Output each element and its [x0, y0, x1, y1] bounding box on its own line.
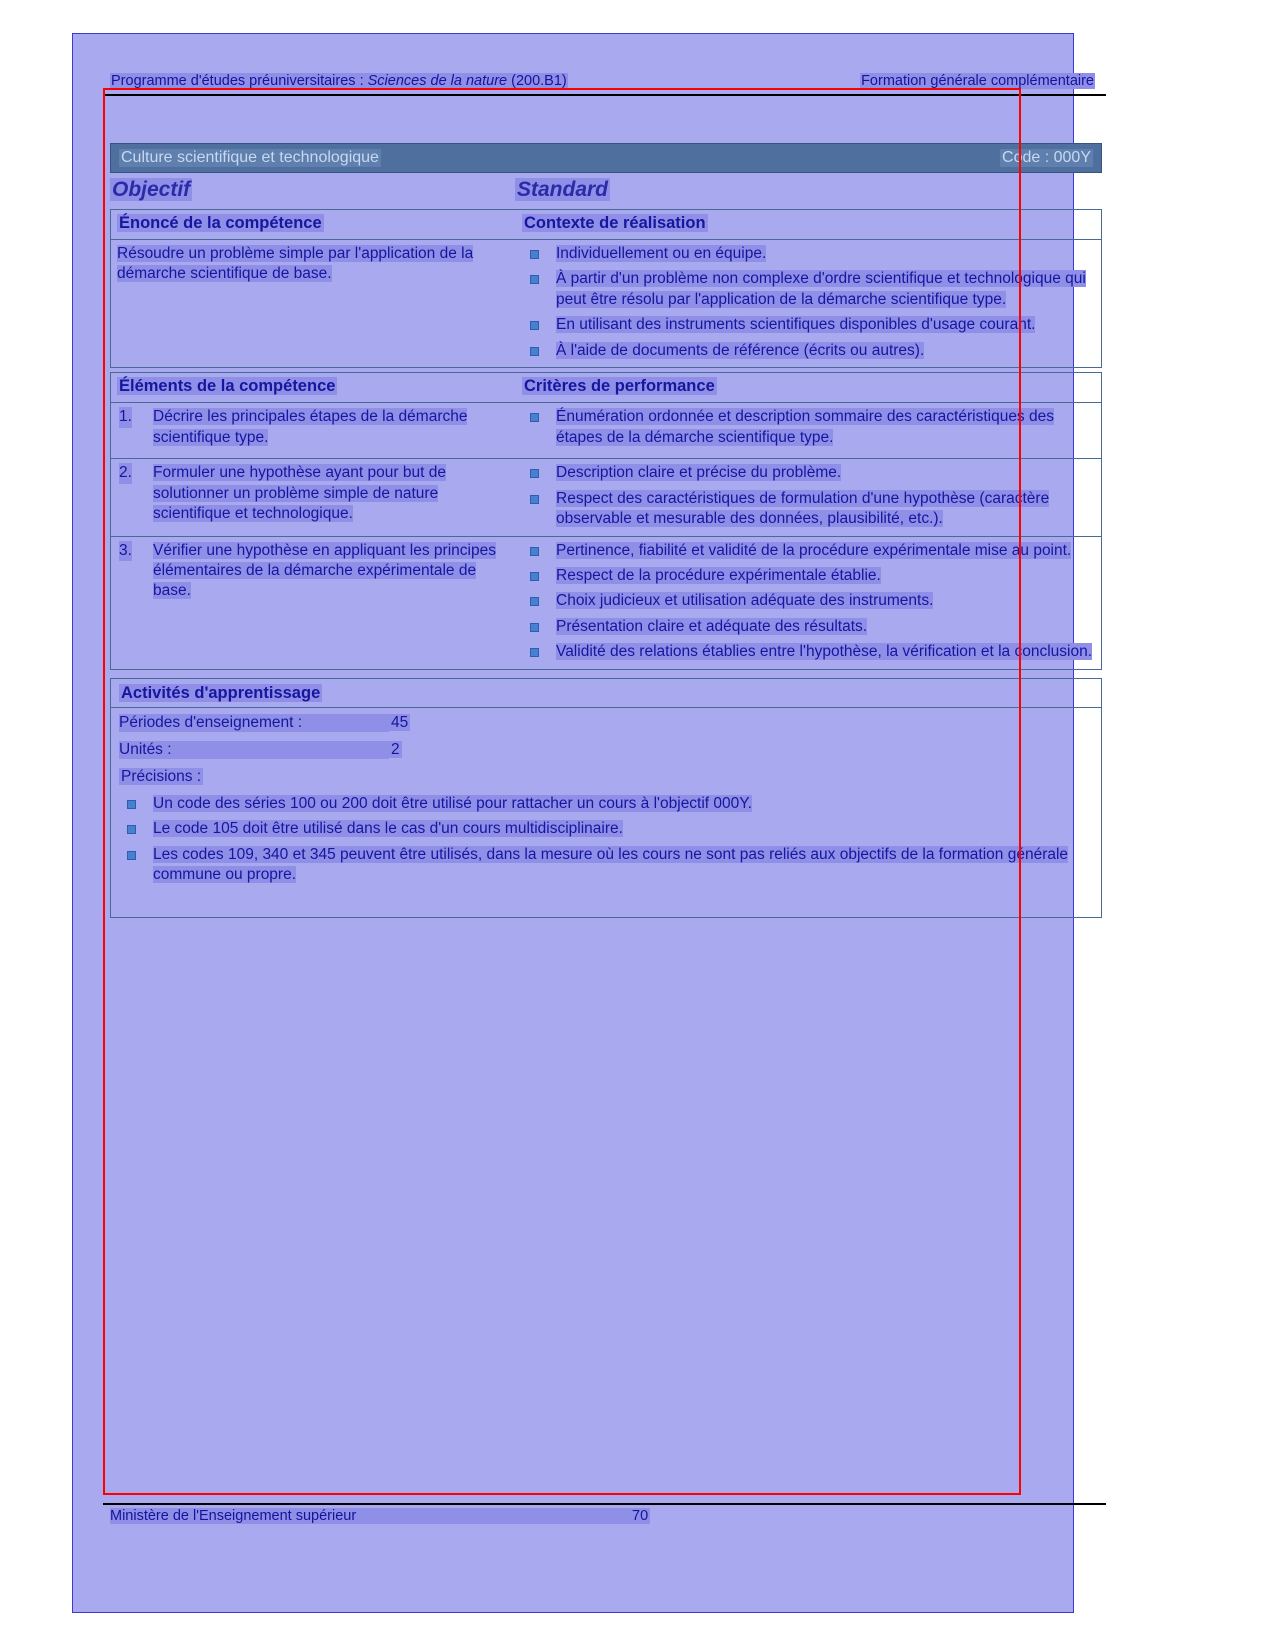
header-left-prefix: Programme d'études préuniversitaires :	[111, 73, 368, 89]
list-item: Description claire et précise du problème.	[522, 463, 1095, 483]
criteres-list	[522, 541, 1095, 663]
criteres-header-cell	[516, 373, 1101, 402]
contexte-list	[522, 244, 1095, 361]
standard-heading	[515, 178, 610, 202]
standard-heading-text: Standard	[517, 178, 609, 201]
criteres-header: Critères de performance	[524, 377, 715, 396]
list-item: Présentation claire et adéquate des résultats.	[522, 617, 1095, 637]
unites-label: Unités :	[119, 741, 389, 759]
bullet-icon	[530, 623, 539, 632]
page-number: 70	[632, 1508, 649, 1524]
footer-ministry: Ministère de l'Enseignement supérieur	[110, 1508, 630, 1524]
list-item: Validité des relations établies entre l'hypothèse, la vérification et la conclusion.	[522, 642, 1095, 662]
list-item: Choix judicieux et utilisation adéquate des instruments.	[522, 591, 1095, 611]
enonce-header: Énoncé de la compétence	[119, 214, 322, 232]
column-headings	[110, 175, 1102, 205]
objectif-heading-text: Objectif	[112, 178, 191, 201]
bullet-icon	[530, 547, 539, 556]
bullet-icon	[530, 648, 539, 657]
activites-header: Activités d'apprentissage	[111, 679, 1101, 708]
header-rule	[103, 94, 1106, 96]
list-item: Un code des séries 100 ou 200 doit être utilisé pour rattacher un cours à l'objectif 000Y.	[119, 794, 1093, 814]
activites-body	[111, 708, 1101, 894]
list-item: Respect des caractéristiques de formulation d'une hypothèse (caractère observable et mesurable des données, plausibilité, etc.).	[522, 489, 1095, 530]
header-left-italic: Sciences de la nature	[367, 73, 508, 89]
list-item: À l'aide de documents de référence (écrits ou autres).	[522, 341, 1095, 361]
list-item: 2. Formuler une hypothèse ayant pour but de solutionner un problème simple de nature scientifique et technologique.	[119, 464, 446, 523]
competence-content-row	[111, 240, 1101, 367]
list-item: Les codes 109, 340 et 345 peuvent être utilisés, dans la mesure où les cours ne sont pas reliés aux objectifs de la formation générale commune ou propre.	[119, 845, 1093, 886]
periodes-value: 45	[391, 713, 409, 731]
table-row	[111, 403, 1101, 459]
periodes-row	[119, 714, 1093, 732]
bullet-icon	[127, 851, 136, 860]
list-item: Le code 105 doit être utilisé dans le cas d'un cours multidisciplinaire.	[119, 819, 1093, 839]
contexte-header: Contexte de réalisation	[524, 214, 706, 232]
competency-title: Culture scientifique et technologique	[121, 149, 379, 166]
table-row	[111, 459, 1101, 536]
bullet-icon	[530, 347, 539, 356]
competence-block	[110, 209, 1102, 368]
bullet-icon	[530, 495, 539, 504]
element-cell	[111, 459, 516, 535]
precisions-list	[119, 794, 1093, 886]
bullet-icon	[530, 469, 539, 478]
list-item: Respect de la procédure expérimentale établie.	[522, 566, 1095, 586]
page-header	[110, 73, 1095, 89]
enonce-text: Résoudre un problème simple par l'application de la démarche scientifique de base.	[117, 245, 474, 283]
element-numbered-item	[117, 463, 510, 524]
criteres-cell	[516, 537, 1101, 669]
element-numbered-item	[117, 541, 510, 602]
list-item: Individuellement ou en équipe.	[522, 244, 1095, 264]
list-item: 3. Vérifier une hypothèse en appliquant les principes élémentaires de la démarche expérimentale de base.	[119, 541, 496, 600]
competency-code: Code : 000Y	[1002, 149, 1091, 166]
list-item: À partir d'un problème non complexe d'ordre scientifique et technologique qui peut être résolu par l'application de la démarche scientifique type.	[522, 269, 1095, 310]
header-left	[110, 73, 568, 89]
header-right: Formation générale complémentaire	[861, 73, 1094, 89]
bullet-icon	[127, 825, 136, 834]
list-item: Énumération ordonnée et description sommaire des caractéristiques des étapes de la démarche scientifique type.	[522, 407, 1095, 448]
activites-block	[110, 678, 1102, 918]
bullet-icon	[530, 275, 539, 284]
table-row	[111, 537, 1101, 669]
bullet-icon	[530, 413, 539, 422]
enonce-header-cell	[111, 210, 516, 239]
bullet-icon	[127, 800, 136, 809]
competency-title-bar	[110, 143, 1102, 173]
page-footer	[110, 1508, 1095, 1524]
enonce-text-cell	[111, 240, 516, 367]
bullet-icon	[530, 321, 539, 330]
criteres-cell	[516, 403, 1101, 458]
objectif-heading	[110, 178, 515, 202]
list-item: 1. Décrire les principales étapes de la démarche scientifique type.	[119, 408, 468, 446]
footer-rule	[103, 1503, 1106, 1505]
criteres-cell	[516, 459, 1101, 535]
precisions-label: Précisions :	[121, 767, 202, 785]
list-item: Pertinence, fiabilité et validité de la procédure expérimentale mise au point.	[522, 541, 1095, 561]
elements-block	[110, 372, 1102, 670]
unites-row	[119, 741, 1093, 759]
list-item: En utilisant des instruments scientifiques disponibles d'usage courant.	[522, 315, 1095, 335]
criteres-list	[522, 463, 1095, 529]
element-numbered-item	[117, 407, 510, 448]
element-cell	[111, 537, 516, 669]
periodes-label: Périodes d'enseignement :	[119, 714, 389, 732]
element-cell	[111, 403, 516, 458]
contexte-header-cell	[516, 210, 1101, 239]
elements-header-cell	[111, 373, 516, 402]
header-left-suffix: (200.B1)	[507, 73, 567, 89]
unites-value: 2	[391, 740, 400, 758]
bullet-icon	[530, 572, 539, 581]
elements-header: Éléments de la compétence	[119, 377, 336, 396]
bullet-icon	[530, 250, 539, 259]
competence-headers-row	[111, 210, 1101, 240]
competency-sheet	[110, 143, 1102, 918]
elements-headers-row	[111, 373, 1101, 403]
bullet-icon	[530, 597, 539, 606]
criteres-list	[522, 407, 1095, 448]
contexte-list-cell	[516, 240, 1101, 367]
